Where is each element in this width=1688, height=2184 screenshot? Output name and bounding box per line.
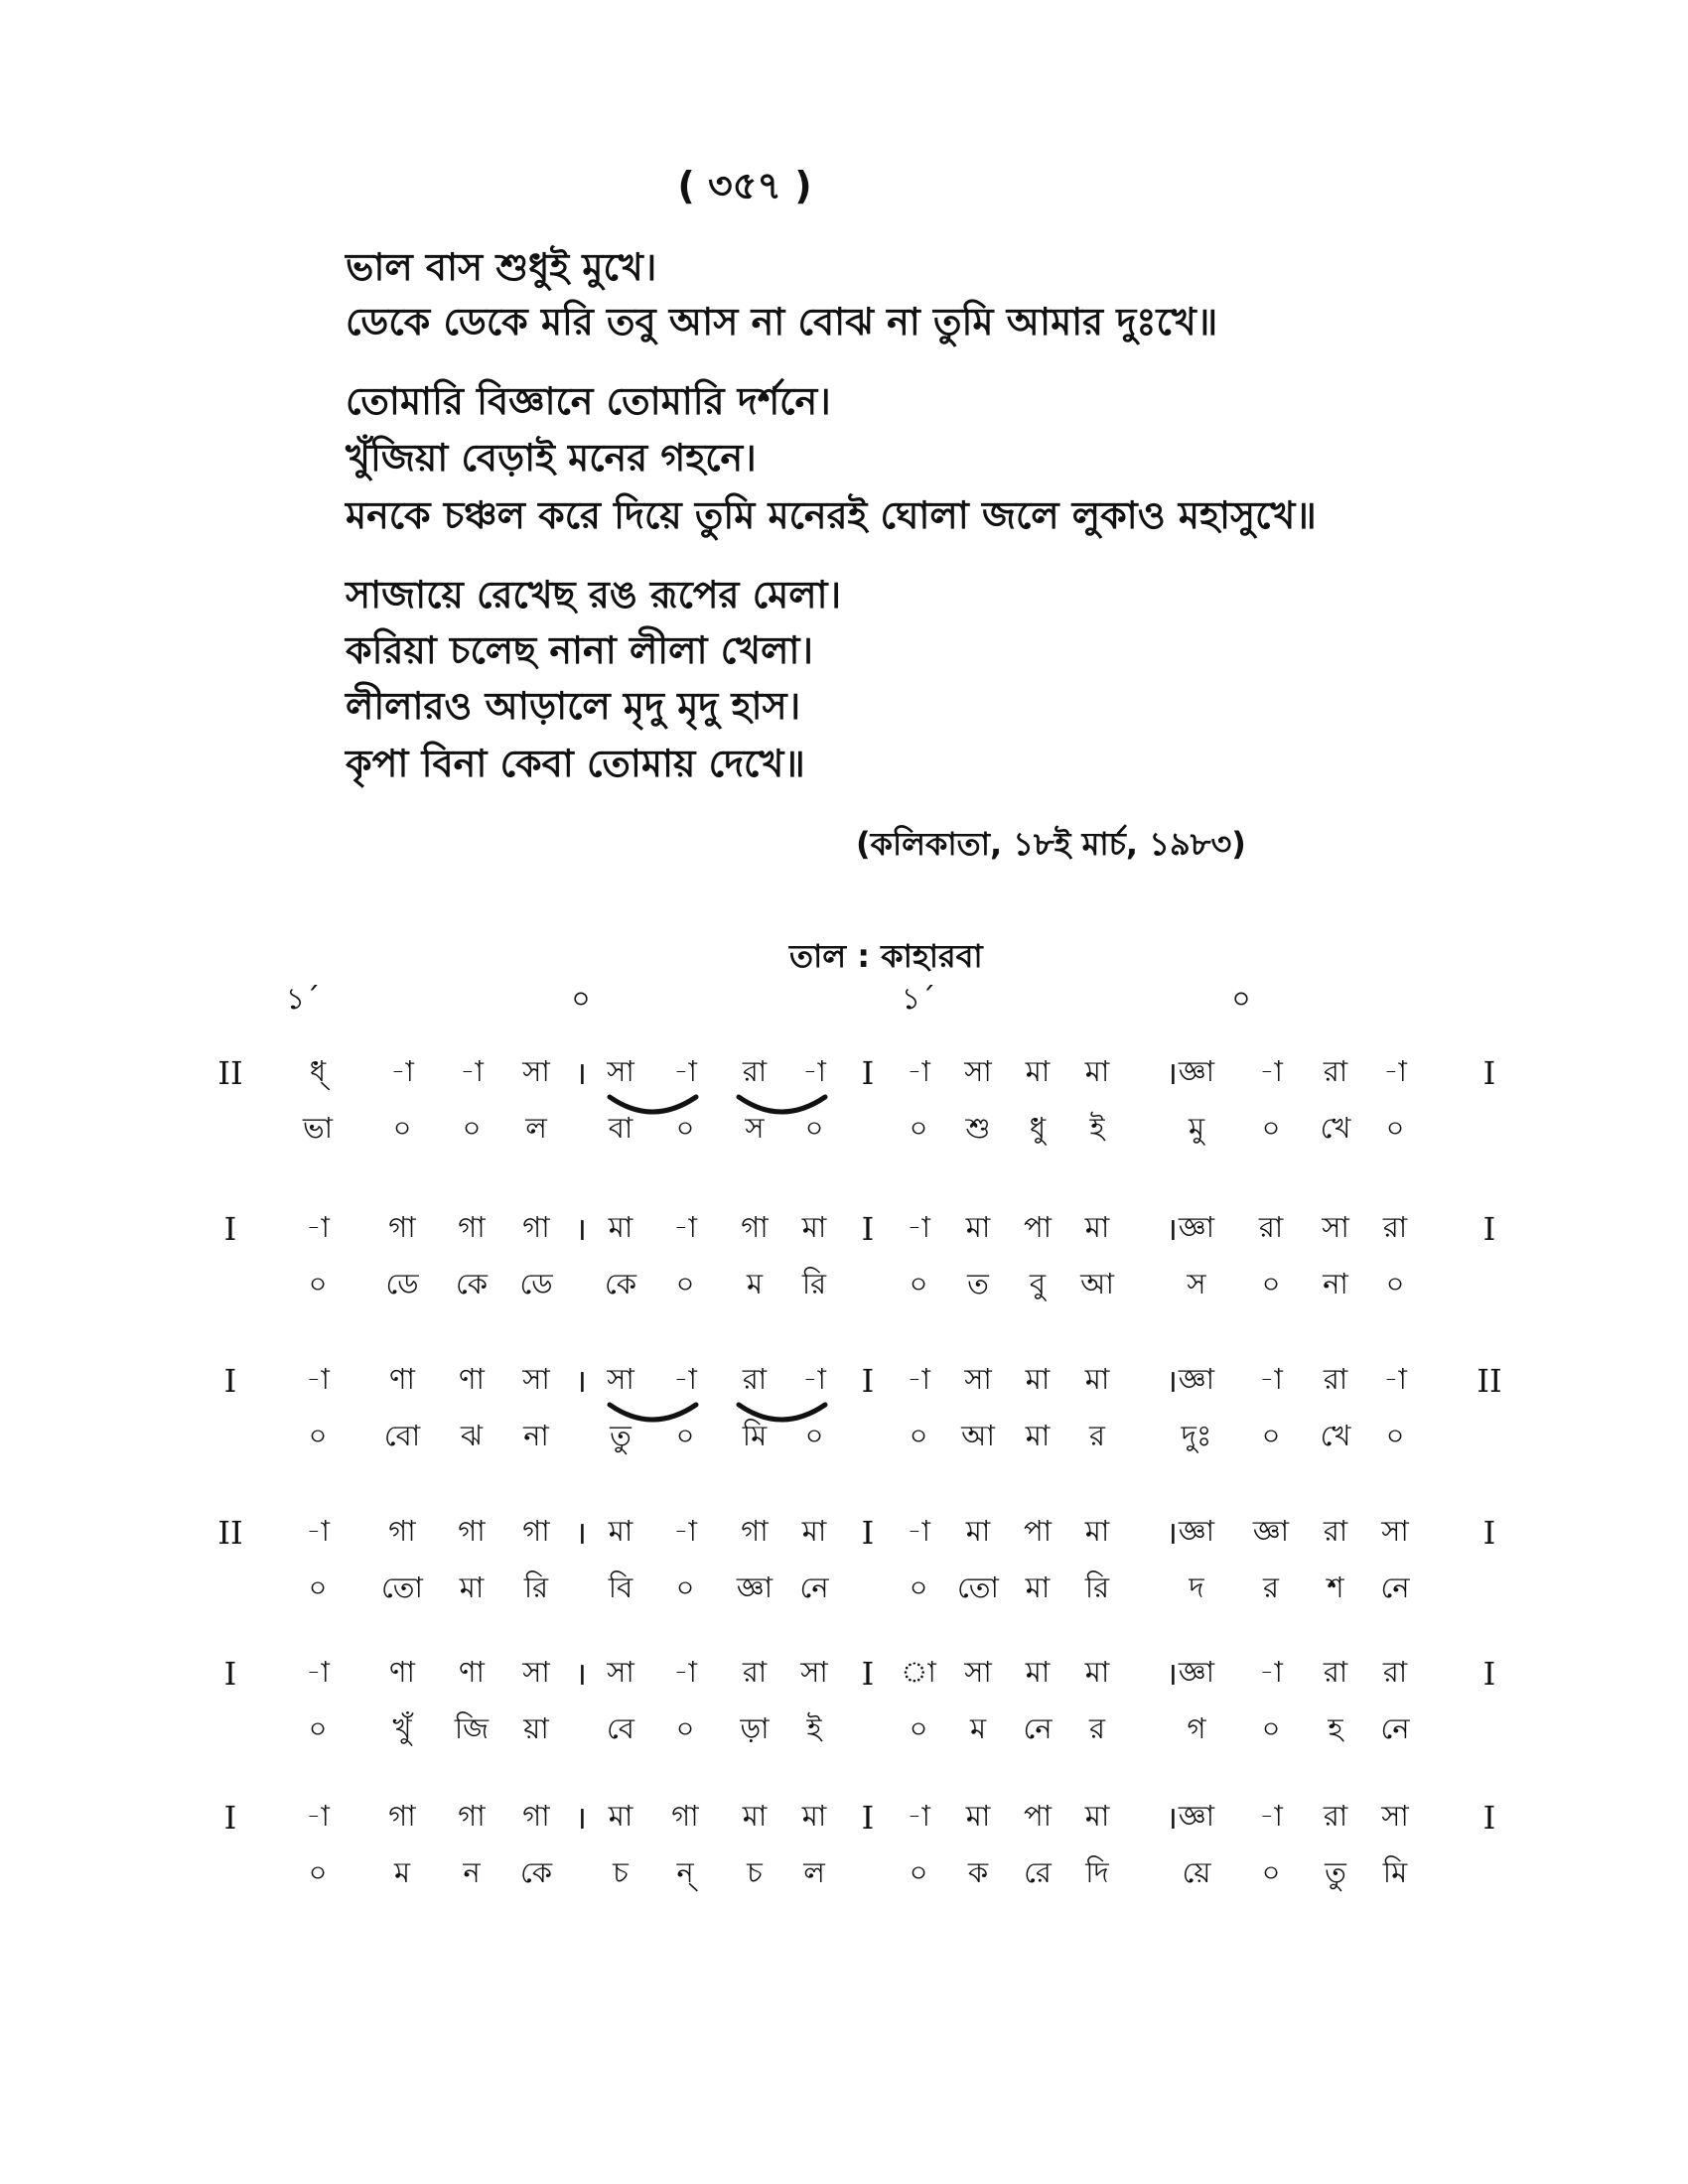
lyric-syllable: ০ bbox=[675, 1711, 695, 1745]
lyric-syllable: তো bbox=[957, 1570, 999, 1604]
swara-note: গা bbox=[671, 1799, 699, 1833]
bar-separator: । bbox=[1165, 1054, 1179, 1092]
bar-line-end: I bbox=[1482, 1655, 1496, 1693]
lyric-syllable: তু bbox=[1325, 1855, 1346, 1889]
swara-note: মা bbox=[965, 1210, 991, 1244]
lyric-syllable: ০ bbox=[1261, 1711, 1281, 1745]
swara-note: গা bbox=[388, 1799, 416, 1833]
lyric-syllable: ই bbox=[1089, 1111, 1105, 1145]
lyric-syllable: ০ bbox=[1261, 1419, 1281, 1452]
swara-note: রা bbox=[742, 1655, 768, 1689]
swara-note: রা bbox=[1382, 1210, 1408, 1244]
swara-note: -া bbox=[907, 1799, 930, 1833]
lyric-syllable: ০ bbox=[909, 1267, 928, 1300]
swara-note: মা bbox=[608, 1210, 633, 1244]
lyric-syllable: নে bbox=[1380, 1711, 1410, 1745]
lyric-syllable: ডে bbox=[519, 1267, 553, 1300]
beat-marker: ০ bbox=[1231, 982, 1251, 1017]
bar-separator: I bbox=[861, 1514, 875, 1552]
swara-note: রা bbox=[1323, 1054, 1348, 1088]
swara-note: -া bbox=[907, 1362, 930, 1396]
lyric-syllable: জি bbox=[454, 1711, 490, 1745]
lyric-syllable: কে bbox=[519, 1855, 553, 1889]
swara-note: মা bbox=[801, 1799, 827, 1833]
place-date: (কলিকাতা, ১৮ই মার্চ, ১৯৮৩) bbox=[856, 825, 1246, 863]
taal-label: তাল : কাহারবা bbox=[789, 937, 983, 975]
swara-note: রা bbox=[742, 1054, 768, 1088]
swara-note: সা bbox=[1322, 1210, 1349, 1244]
bar-separator: । bbox=[574, 1362, 588, 1400]
swara-note: -া bbox=[907, 1514, 930, 1548]
lyric-syllable: ০ bbox=[462, 1111, 482, 1145]
swara-note: পা bbox=[1023, 1799, 1053, 1833]
swara-note: মা bbox=[608, 1514, 633, 1548]
swara-note: মা bbox=[801, 1210, 827, 1244]
swara-note: গা bbox=[522, 1210, 550, 1244]
lyric-syllable: ০ bbox=[392, 1111, 412, 1145]
swara-note: গা bbox=[458, 1210, 486, 1244]
bar-separator: I bbox=[861, 1054, 875, 1092]
swara-note: পা bbox=[1023, 1514, 1053, 1548]
swara-note: সা bbox=[800, 1655, 828, 1689]
lyric-syllable: ম bbox=[393, 1855, 411, 1889]
lyric-syllable: নে bbox=[799, 1570, 829, 1604]
bar-line-end: I bbox=[1482, 1054, 1496, 1092]
swara-note: রা bbox=[1382, 1655, 1408, 1689]
lyric-syllable: ০ bbox=[1261, 1111, 1281, 1145]
lyric-syllable: কে bbox=[455, 1267, 489, 1300]
swara-note: ণা bbox=[459, 1362, 485, 1396]
lyric-syllable: ন্ bbox=[676, 1855, 694, 1889]
lyric-syllable: র bbox=[1089, 1419, 1105, 1452]
bar-line-start: I bbox=[223, 1210, 237, 1248]
lyric-syllable: ০ bbox=[909, 1419, 928, 1452]
lyric-syllable: বু bbox=[1029, 1267, 1047, 1300]
lyric-syllable: বো bbox=[383, 1419, 421, 1452]
lyric-syllable: য়ে bbox=[1182, 1855, 1211, 1889]
slur-arc bbox=[735, 1093, 829, 1123]
swara-note: রা bbox=[1323, 1362, 1348, 1396]
lyric-syllable: তো bbox=[381, 1570, 423, 1604]
lyric-syllable: য়া bbox=[523, 1711, 549, 1745]
swara-note: -া bbox=[907, 1054, 930, 1088]
lyric-syllable: ন bbox=[463, 1855, 481, 1889]
swara-note: -া bbox=[390, 1054, 414, 1088]
swara-note: সা bbox=[964, 1655, 992, 1689]
lyric-syllable: বা bbox=[608, 1111, 633, 1145]
lyric-syllable: খে bbox=[1320, 1419, 1351, 1452]
swara-note: রা bbox=[1323, 1655, 1348, 1689]
swara-note: গা bbox=[522, 1514, 550, 1548]
lyric-syllable: ঝ bbox=[461, 1419, 483, 1452]
swara-note: ণা bbox=[389, 1655, 415, 1689]
bar-separator: । bbox=[574, 1514, 588, 1552]
bar-separator: । bbox=[1165, 1362, 1179, 1400]
swara-note: -া bbox=[802, 1362, 826, 1396]
lyric-syllable: ০ bbox=[675, 1267, 695, 1300]
lyric-syllable: না bbox=[523, 1419, 549, 1452]
lyric-syllable: আ bbox=[1080, 1267, 1114, 1300]
lyric-syllable: ম bbox=[969, 1711, 987, 1745]
lyric-syllable: ০ bbox=[308, 1419, 328, 1452]
lyric-syllable: নে bbox=[1380, 1570, 1410, 1604]
lyric-syllable: দুঃ bbox=[1181, 1419, 1212, 1452]
bar-line-start: I bbox=[223, 1362, 237, 1400]
swara-note: -া bbox=[306, 1514, 330, 1548]
bar-line-start: II bbox=[217, 1054, 243, 1092]
lyric-line: মনকে চঞ্চল করে দিয়ে তুমি মনেরই ঘোলা জলে লুকাও মহাসুখে॥ bbox=[346, 493, 1317, 537]
lyric-syllable: ০ bbox=[308, 1855, 328, 1889]
lyric-syllable: জ্ঞা bbox=[736, 1570, 774, 1604]
lyric-syllable: আ bbox=[961, 1419, 995, 1452]
lyric-syllable: ০ bbox=[909, 1111, 928, 1145]
swara-note: গা bbox=[388, 1514, 416, 1548]
bar-line-start: II bbox=[217, 1514, 243, 1552]
lyric-line: ডেকে ডেকে মরি তবু আস না বোঝ না তুমি আমার দুঃখে॥ bbox=[346, 300, 1218, 343]
swara-note: জ্ঞা bbox=[1178, 1210, 1215, 1244]
lyric-syllable: রি bbox=[801, 1267, 827, 1300]
swara-note: -া bbox=[306, 1799, 330, 1833]
swara-note: মা bbox=[1084, 1514, 1110, 1548]
swara-note: -া bbox=[1259, 1362, 1283, 1396]
lyric-syllable: রি bbox=[523, 1570, 549, 1604]
bar-line-end: I bbox=[1482, 1210, 1496, 1248]
swara-note: -া bbox=[1383, 1362, 1407, 1396]
lyric-syllable: ০ bbox=[308, 1267, 328, 1300]
lyric-syllable: ০ bbox=[1385, 1267, 1405, 1300]
swara-note: মা bbox=[965, 1514, 991, 1548]
swara-note: গা bbox=[741, 1514, 769, 1548]
lyric-syllable: ড়া bbox=[740, 1711, 770, 1745]
lyric-syllable: না bbox=[1323, 1267, 1348, 1300]
slur-arc bbox=[606, 1401, 700, 1431]
lyric-syllable: ০ bbox=[909, 1711, 928, 1745]
slur-arc bbox=[735, 1401, 829, 1431]
swara-note: া bbox=[901, 1655, 936, 1689]
lyric-syllable: খুঁ bbox=[392, 1711, 412, 1745]
slur-arc bbox=[606, 1093, 700, 1123]
swara-note: সা bbox=[964, 1362, 992, 1396]
lyric-syllable: খে bbox=[1320, 1111, 1351, 1145]
lyric-syllable: র bbox=[1263, 1570, 1279, 1604]
swara-note: -া bbox=[460, 1054, 484, 1088]
lyric-syllable: ম bbox=[746, 1267, 764, 1300]
swara-note: সা bbox=[522, 1362, 550, 1396]
bar-separator: । bbox=[574, 1210, 588, 1248]
swara-note: -া bbox=[673, 1655, 697, 1689]
lyric-syllable: মা bbox=[1025, 1570, 1051, 1604]
swara-note: ধ্ bbox=[309, 1054, 327, 1088]
swara-note: সা bbox=[607, 1362, 634, 1396]
swara-note: -া bbox=[673, 1514, 697, 1548]
swara-note: মা bbox=[1084, 1054, 1110, 1088]
lyric-syllable: মু bbox=[1188, 1111, 1205, 1145]
swara-note: গা bbox=[458, 1514, 486, 1548]
lyric-syllable: ০ bbox=[804, 1111, 824, 1145]
lyric-syllable: শ bbox=[1327, 1570, 1344, 1604]
lyric-syllable: নে bbox=[1023, 1711, 1053, 1745]
lyric-line: ভাল বাস শুধুই মুখে। bbox=[346, 245, 657, 289]
swara-note: মা bbox=[801, 1514, 827, 1548]
swara-note: -া bbox=[802, 1054, 826, 1088]
lyric-line: লীলারও আড়ালে মৃদু মৃদু হাস। bbox=[346, 684, 801, 728]
swara-note: ণা bbox=[459, 1655, 485, 1689]
lyric-line: তোমারি বিজ্ঞানে তোমারি দর্শনে। bbox=[346, 379, 831, 423]
lyric-syllable: র bbox=[1089, 1711, 1105, 1745]
swara-note: গা bbox=[458, 1799, 486, 1833]
swara-note: মা bbox=[1084, 1362, 1110, 1396]
lyric-syllable: বে bbox=[607, 1711, 634, 1745]
swara-note: রা bbox=[1323, 1799, 1348, 1833]
beat-marker: ০ bbox=[571, 982, 591, 1017]
bar-line-end: I bbox=[1482, 1514, 1496, 1552]
swara-note: জ্ঞা bbox=[1178, 1655, 1215, 1689]
swara-note: সা bbox=[607, 1655, 634, 1689]
bar-separator: । bbox=[574, 1655, 588, 1693]
bar-separator: । bbox=[1165, 1655, 1179, 1693]
swara-note: মা bbox=[742, 1799, 768, 1833]
lyric-syllable: ০ bbox=[1385, 1419, 1405, 1452]
lyric-syllable: বি bbox=[608, 1570, 633, 1604]
lyric-syllable: ধু bbox=[1029, 1111, 1047, 1145]
swara-note: মা bbox=[1025, 1054, 1051, 1088]
lyric-syllable: চ bbox=[747, 1855, 763, 1889]
bar-separator: I bbox=[861, 1799, 875, 1837]
lyric-syllable: ০ bbox=[1261, 1855, 1281, 1889]
lyric-syllable: ০ bbox=[909, 1570, 928, 1604]
swara-note: -া bbox=[673, 1362, 697, 1396]
lyric-syllable: ০ bbox=[909, 1855, 928, 1889]
lyric-syllable: রে bbox=[1024, 1855, 1052, 1889]
swara-note: জ্ঞা bbox=[1178, 1362, 1215, 1396]
swara-note: মা bbox=[1025, 1362, 1051, 1396]
swara-note: গা bbox=[388, 1210, 416, 1244]
lyric-syllable: ০ bbox=[675, 1419, 695, 1452]
swara-note: সা bbox=[607, 1054, 634, 1088]
swara-note: -া bbox=[1259, 1799, 1283, 1833]
swara-note: -া bbox=[907, 1210, 930, 1244]
swara-note: -া bbox=[1259, 1655, 1283, 1689]
swara-note: -া bbox=[306, 1655, 330, 1689]
lyric-syllable: ক bbox=[967, 1855, 989, 1889]
lyric-line: সাজায়ে রেখেছ রঙ রূপের মেলা। bbox=[346, 573, 842, 616]
lyric-line: কৃপা বিনা কেবা তোমায় দেখে॥ bbox=[346, 742, 805, 785]
swara-note: -া bbox=[306, 1362, 330, 1396]
lyric-syllable: দ bbox=[1189, 1570, 1204, 1604]
lyric-syllable: গ bbox=[1187, 1711, 1206, 1745]
lyric-syllable: ভা bbox=[302, 1111, 334, 1145]
lyric-line: খুঁজিয়া বেড়াই মনের গহনে। bbox=[346, 436, 757, 479]
swara-note: মা bbox=[1025, 1655, 1051, 1689]
lyric-syllable: চ bbox=[613, 1855, 629, 1889]
swara-note: সা bbox=[1381, 1799, 1409, 1833]
bar-separator: । bbox=[1165, 1799, 1179, 1837]
swara-note: সা bbox=[1381, 1514, 1409, 1548]
bar-line-start: I bbox=[223, 1799, 237, 1837]
swara-note: মা bbox=[1084, 1799, 1110, 1833]
lyric-syllable: ০ bbox=[675, 1111, 695, 1145]
bar-separator: । bbox=[1165, 1210, 1179, 1248]
beat-marker: ১´ bbox=[901, 982, 936, 1017]
lyric-syllable: ০ bbox=[308, 1711, 328, 1745]
swara-note: রা bbox=[742, 1362, 768, 1396]
swara-note: পা bbox=[1023, 1210, 1053, 1244]
lyric-syllable: মি bbox=[1382, 1855, 1408, 1889]
swara-note: জ্ঞা bbox=[1178, 1799, 1215, 1833]
lyric-syllable: রি bbox=[1084, 1570, 1110, 1604]
swara-note: -া bbox=[673, 1210, 697, 1244]
swara-note: -া bbox=[673, 1054, 697, 1088]
swara-note: জ্ঞা bbox=[1178, 1054, 1215, 1088]
swara-note: মা bbox=[608, 1799, 633, 1833]
swara-note: মা bbox=[1084, 1210, 1110, 1244]
bar-separator: । bbox=[574, 1799, 588, 1837]
lyric-syllable: মা bbox=[459, 1570, 485, 1604]
lyric-syllable: স bbox=[745, 1111, 765, 1145]
swara-note: সা bbox=[964, 1054, 992, 1088]
bar-line-start: I bbox=[223, 1655, 237, 1693]
bar-line-end: II bbox=[1477, 1362, 1502, 1400]
swara-note: রা bbox=[1258, 1210, 1284, 1244]
swara-note: গা bbox=[741, 1210, 769, 1244]
swara-note: -া bbox=[306, 1210, 330, 1244]
swara-note: সা bbox=[522, 1054, 550, 1088]
lyric-syllable: কে bbox=[604, 1267, 637, 1300]
bar-separator: । bbox=[1165, 1514, 1179, 1552]
swara-note: ণা bbox=[389, 1362, 415, 1396]
lyric-syllable: হ bbox=[1328, 1711, 1343, 1745]
lyric-syllable: ০ bbox=[675, 1570, 695, 1604]
lyric-syllable: দি bbox=[1085, 1855, 1109, 1889]
swara-note: জ্ঞা bbox=[1178, 1514, 1215, 1548]
lyric-syllable: ত bbox=[967, 1267, 989, 1300]
lyric-syllable: ল bbox=[525, 1111, 547, 1145]
bar-separator: I bbox=[861, 1210, 875, 1248]
bar-separator: । bbox=[574, 1054, 588, 1092]
lyric-syllable: মি bbox=[742, 1419, 768, 1452]
page-number: ( ৩৫৭ ) bbox=[677, 164, 812, 207]
swara-note: মা bbox=[1084, 1655, 1110, 1689]
lyric-syllable: স bbox=[1187, 1267, 1206, 1300]
swara-note: রা bbox=[1323, 1514, 1348, 1548]
bar-separator: I bbox=[861, 1655, 875, 1693]
swara-note: সা bbox=[522, 1655, 550, 1689]
lyric-line: করিয়া চলেছ নানা লীলা খেলা। bbox=[346, 628, 814, 672]
lyric-syllable: ল bbox=[803, 1855, 825, 1889]
lyric-syllable: ০ bbox=[308, 1570, 328, 1604]
lyric-syllable: তু bbox=[610, 1419, 632, 1452]
swara-note: জ্ঞা bbox=[1252, 1514, 1290, 1548]
beat-marker: ১´ bbox=[285, 982, 321, 1017]
lyric-syllable: ০ bbox=[804, 1419, 824, 1452]
swara-note: -া bbox=[1383, 1054, 1407, 1088]
bar-separator: I bbox=[861, 1362, 875, 1400]
swara-note: গা bbox=[522, 1799, 550, 1833]
swara-note: মা bbox=[965, 1799, 991, 1833]
lyric-syllable: ই bbox=[806, 1711, 822, 1745]
lyric-syllable: মা bbox=[1025, 1419, 1051, 1452]
lyric-syllable: ০ bbox=[1261, 1267, 1281, 1300]
bar-line-end: I bbox=[1482, 1799, 1496, 1837]
lyric-syllable: ডে bbox=[385, 1267, 419, 1300]
lyric-syllable: শু bbox=[965, 1111, 991, 1145]
swara-note: -া bbox=[1259, 1054, 1283, 1088]
lyric-syllable: ০ bbox=[1385, 1111, 1405, 1145]
